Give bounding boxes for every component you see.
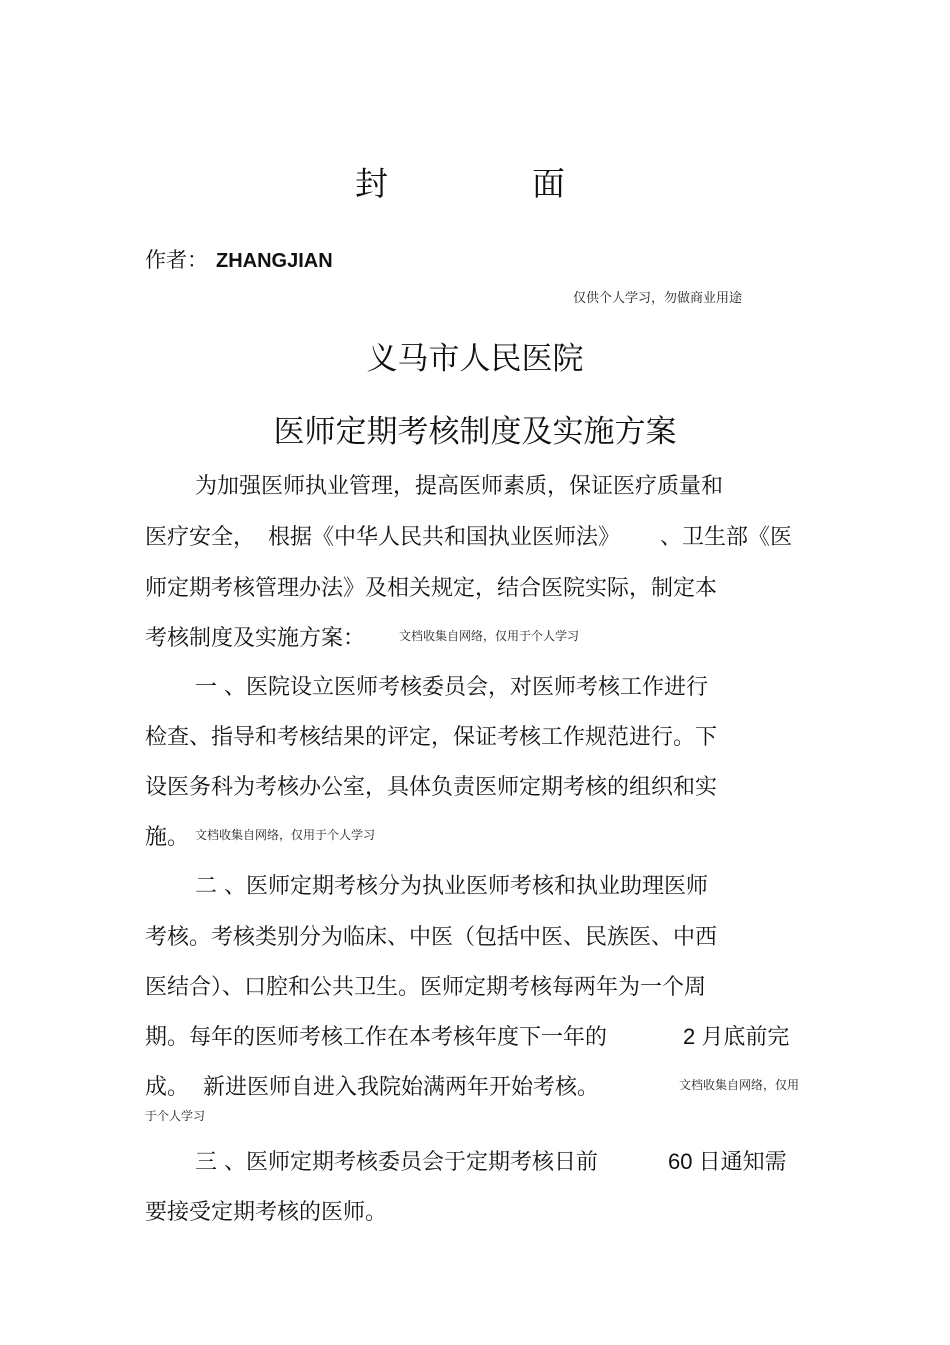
sec1-line-4: 施。 — [145, 825, 190, 850]
cover-char-left: 封 — [355, 164, 388, 203]
sec2-line-5a: 成。 — [145, 1075, 190, 1100]
sec2-line-3: 医结合）、口腔和公共卫生。医师定期考核每两年为一个周 — [145, 975, 707, 1000]
sec2-line-4a: 期。每年的医师考核工作在本考核年度下一年的 — [145, 1025, 608, 1050]
sec2-line-1: 二 、医师定期考核分为执业医师考核和执业助理医师 — [195, 874, 708, 899]
watermark-note-3a: 文档收集自网络，仅用 — [679, 1078, 800, 1092]
sec1-line-2: 检查、指导和考核结果的评定，保证考核工作规范进行。下 — [145, 725, 718, 750]
intro-line-3: 师定期考核管理办法》及相关规定，结合医院实际，制定本 — [145, 576, 718, 601]
sec3-line-1a: 三 、医师定期考核委员会于定期考核日前 — [195, 1150, 598, 1175]
intro-line-2c: 、卫生部《医 — [660, 525, 793, 550]
intro-line-2a: 医疗安全， — [145, 525, 256, 550]
sec1-line-1: 一 、医院设立医师考核委员会，对医师考核工作进行 — [195, 675, 708, 700]
usage-notice: 仅供个人学习，勿做商业用途 — [573, 291, 743, 306]
sec2-line-4b: 2 月底前完 — [683, 1024, 790, 1049]
document-title: 义马市人民医院 — [366, 341, 584, 377]
author-label: 作者： — [145, 248, 208, 272]
sec1-line-3: 设医务科为考核办公室，具体负责医师定期考核的组织和实 — [145, 775, 718, 800]
cover-char-right: 面 — [532, 164, 565, 203]
watermark-note-2: 文档收集自网络，仅用于个人学习 — [195, 828, 376, 842]
sec2-line-5b: 新进医师自进入我院始满两年开始考核。 — [203, 1075, 600, 1100]
intro-line-2b: 根据《中华人民共和国执业医师法》 — [268, 525, 621, 550]
author-name: ZHANGJIAN — [216, 250, 333, 272]
watermark-note-1: 文档收集自网络，仅用于个人学习 — [399, 629, 580, 643]
sec3-line-2: 要接受定期考核的医师。 — [145, 1200, 388, 1225]
intro-line-4: 考核制度及实施方案： — [145, 626, 366, 651]
author-line — [145, 244, 333, 274]
sec2-line-2: 考核。考核类别分为临床、中医（包括中医、民族医、中西 — [145, 925, 718, 950]
watermark-note-3b: 于个人学习 — [145, 1109, 206, 1123]
document-subtitle: 医师定期考核制度及实施方案 — [273, 414, 677, 450]
sec3-line-1b: 60 日通知需 — [668, 1149, 787, 1174]
intro-line-1: 为加强医师执业管理，提高医师素质，保证医疗质量和 — [195, 474, 724, 499]
